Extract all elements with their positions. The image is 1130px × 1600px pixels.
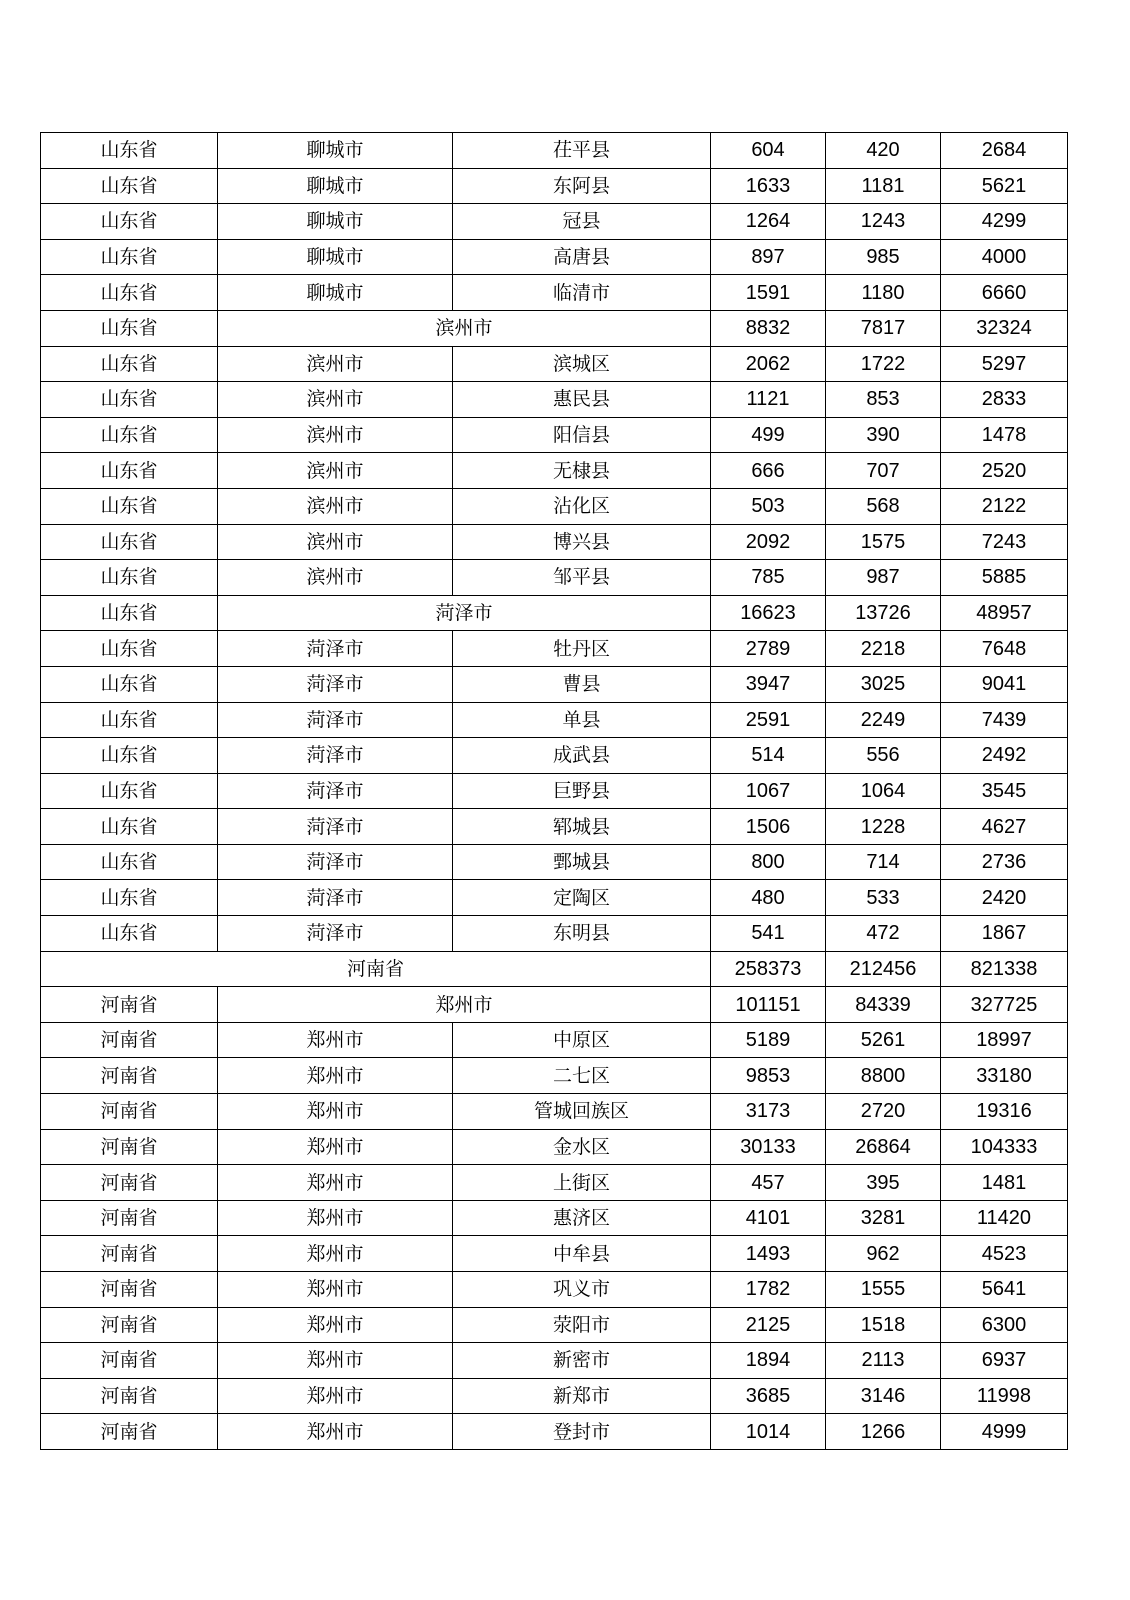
province-cell: 河南省 (41, 1058, 218, 1094)
city-cell: 郑州市 (218, 1022, 453, 1058)
value-cell-2: 3146 (826, 1378, 941, 1414)
value-cell-1: 2125 (711, 1307, 826, 1343)
value-cell-2: 5261 (826, 1022, 941, 1058)
city-row (41, 987, 1068, 1023)
value-cell-1: 5189 (711, 1022, 826, 1058)
city-cell: 菏泽市 (218, 916, 453, 952)
county-row (41, 524, 1068, 560)
county-row (41, 1378, 1068, 1414)
province-cell: 山东省 (41, 595, 218, 631)
statistics-table (40, 132, 1068, 1450)
county-row (41, 1307, 1068, 1343)
value-cell-2: 714 (826, 844, 941, 880)
county-row (41, 204, 1068, 240)
city-cell: 菏泽市 (218, 773, 453, 809)
county-row (41, 916, 1068, 952)
value-cell-3: 9041 (941, 666, 1068, 702)
province-cell: 山东省 (41, 880, 218, 916)
city-cell: 菏泽市 (218, 880, 453, 916)
value-cell-1: 897 (711, 239, 826, 275)
province-cell: 河南省 (41, 1200, 218, 1236)
province-cell: 山东省 (41, 204, 218, 240)
value-cell-3: 5297 (941, 346, 1068, 382)
province-cell: 山东省 (41, 844, 218, 880)
value-cell-1: 1014 (711, 1414, 826, 1450)
value-cell-3: 18997 (941, 1022, 1068, 1058)
value-cell-2: 2113 (826, 1343, 941, 1379)
value-cell-1: 2789 (711, 631, 826, 667)
city-cell: 郑州市 (218, 1058, 453, 1094)
value-cell-3: 821338 (941, 951, 1068, 987)
value-cell-1: 800 (711, 844, 826, 880)
value-cell-3: 2520 (941, 453, 1068, 489)
province-cell: 山东省 (41, 168, 218, 204)
province-cell: 山东省 (41, 702, 218, 738)
county-row (41, 560, 1068, 596)
province-cell: 山东省 (41, 453, 218, 489)
value-cell-3: 2420 (941, 880, 1068, 916)
value-cell-1: 457 (711, 1165, 826, 1201)
value-cell-3: 11420 (941, 1200, 1068, 1236)
county-cell: 巨野县 (453, 773, 711, 809)
value-cell-3: 6937 (941, 1343, 1068, 1379)
value-cell-3: 2684 (941, 133, 1068, 169)
city-cell: 滨州市 (218, 524, 453, 560)
province-cell: 山东省 (41, 773, 218, 809)
value-cell-1: 1264 (711, 204, 826, 240)
value-cell-2: 212456 (826, 951, 941, 987)
county-row (41, 1236, 1068, 1272)
province-cell: 山东省 (41, 560, 218, 596)
value-cell-1: 3173 (711, 1094, 826, 1130)
city-cell: 菏泽市 (218, 666, 453, 702)
value-cell-1: 1067 (711, 773, 826, 809)
county-cell: 荥阳市 (453, 1307, 711, 1343)
value-cell-3: 327725 (941, 987, 1068, 1023)
county-row (41, 1022, 1068, 1058)
city-cell: 聊城市 (218, 239, 453, 275)
city-cell: 郑州市 (218, 1200, 453, 1236)
county-row (41, 1129, 1068, 1165)
province-row (41, 951, 1068, 987)
province-cell: 山东省 (41, 417, 218, 453)
value-cell-1: 604 (711, 133, 826, 169)
city-cell: 郑州市 (218, 1343, 453, 1379)
province-cell: 河南省 (41, 1165, 218, 1201)
province-cell: 河南省 (41, 1129, 218, 1165)
city-cell: 郑州市 (218, 1272, 453, 1308)
county-row (41, 1165, 1068, 1201)
value-cell-2: 1575 (826, 524, 941, 560)
city-cell: 郑州市 (218, 1236, 453, 1272)
value-cell-2: 420 (826, 133, 941, 169)
county-row (41, 1272, 1068, 1308)
county-cell: 巩义市 (453, 1272, 711, 1308)
value-cell-1: 4101 (711, 1200, 826, 1236)
city-cell: 滨州市 (218, 382, 453, 418)
county-cell: 牡丹区 (453, 631, 711, 667)
county-row (41, 844, 1068, 880)
county-cell: 新郑市 (453, 1378, 711, 1414)
county-cell: 曹县 (453, 666, 711, 702)
province-cell: 山东省 (41, 916, 218, 952)
province-cell: 山东省 (41, 666, 218, 702)
value-cell-3: 4999 (941, 1414, 1068, 1450)
city-cell: 聊城市 (218, 275, 453, 311)
county-cell: 管城回族区 (453, 1094, 711, 1130)
county-row (41, 1343, 1068, 1379)
value-cell-3: 2122 (941, 488, 1068, 524)
city-cell: 聊城市 (218, 168, 453, 204)
value-cell-2: 533 (826, 880, 941, 916)
county-cell: 阳信县 (453, 417, 711, 453)
city-cell: 郑州市 (218, 1165, 453, 1201)
value-cell-2: 985 (826, 239, 941, 275)
value-cell-2: 3281 (826, 1200, 941, 1236)
province-cell: 山东省 (41, 346, 218, 382)
value-cell-2: 1266 (826, 1414, 941, 1450)
county-row (41, 666, 1068, 702)
value-cell-3: 11998 (941, 1378, 1068, 1414)
value-cell-2: 2249 (826, 702, 941, 738)
province-cell: 山东省 (41, 310, 218, 346)
value-cell-2: 556 (826, 738, 941, 774)
county-cell: 沾化区 (453, 488, 711, 524)
county-row (41, 346, 1068, 382)
city-row (41, 310, 1068, 346)
value-cell-2: 13726 (826, 595, 941, 631)
county-cell: 金水区 (453, 1129, 711, 1165)
county-cell: 定陶区 (453, 880, 711, 916)
city-cell: 郑州市 (218, 1307, 453, 1343)
city-cell: 菏泽市 (218, 844, 453, 880)
county-row (41, 417, 1068, 453)
province-cell: 山东省 (41, 738, 218, 774)
city-cell: 菏泽市 (218, 595, 711, 631)
county-cell: 茌平县 (453, 133, 711, 169)
value-cell-2: 7817 (826, 310, 941, 346)
county-row (41, 382, 1068, 418)
city-cell: 滨州市 (218, 560, 453, 596)
value-cell-3: 5641 (941, 1272, 1068, 1308)
value-cell-2: 1555 (826, 1272, 941, 1308)
county-cell: 成武县 (453, 738, 711, 774)
value-cell-2: 962 (826, 1236, 941, 1272)
county-cell: 中牟县 (453, 1236, 711, 1272)
value-cell-2: 853 (826, 382, 941, 418)
county-cell: 博兴县 (453, 524, 711, 560)
value-cell-3: 2833 (941, 382, 1068, 418)
county-row (41, 1200, 1068, 1236)
value-cell-3: 48957 (941, 595, 1068, 631)
county-row (41, 168, 1068, 204)
value-cell-2: 2720 (826, 1094, 941, 1130)
county-row (41, 239, 1068, 275)
value-cell-2: 1064 (826, 773, 941, 809)
province-cell: 河南省 (41, 1272, 218, 1308)
value-cell-3: 5621 (941, 168, 1068, 204)
value-cell-3: 6300 (941, 1307, 1068, 1343)
county-row (41, 1414, 1068, 1450)
value-cell-2: 1180 (826, 275, 941, 311)
value-cell-1: 785 (711, 560, 826, 596)
county-row (41, 880, 1068, 916)
value-cell-1: 499 (711, 417, 826, 453)
county-cell: 郓城县 (453, 809, 711, 845)
county-cell: 无棣县 (453, 453, 711, 489)
county-row (41, 809, 1068, 845)
value-cell-1: 1782 (711, 1272, 826, 1308)
value-cell-2: 1518 (826, 1307, 941, 1343)
county-cell: 惠民县 (453, 382, 711, 418)
value-cell-3: 104333 (941, 1129, 1068, 1165)
value-cell-2: 84339 (826, 987, 941, 1023)
county-cell: 冠县 (453, 204, 711, 240)
value-cell-3: 2492 (941, 738, 1068, 774)
value-cell-1: 9853 (711, 1058, 826, 1094)
value-cell-1: 1506 (711, 809, 826, 845)
county-row (41, 702, 1068, 738)
value-cell-1: 1591 (711, 275, 826, 311)
value-cell-2: 390 (826, 417, 941, 453)
value-cell-3: 33180 (941, 1058, 1068, 1094)
province-cell: 河南省 (41, 1236, 218, 1272)
value-cell-1: 8832 (711, 310, 826, 346)
province-cell: 山东省 (41, 133, 218, 169)
value-cell-1: 1121 (711, 382, 826, 418)
statistics-table-body (41, 133, 1068, 1450)
county-cell: 上街区 (453, 1165, 711, 1201)
county-row (41, 631, 1068, 667)
value-cell-3: 1867 (941, 916, 1068, 952)
value-cell-3: 6660 (941, 275, 1068, 311)
value-cell-2: 987 (826, 560, 941, 596)
county-cell: 二七区 (453, 1058, 711, 1094)
value-cell-1: 1894 (711, 1343, 826, 1379)
value-cell-3: 7243 (941, 524, 1068, 560)
value-cell-3: 1478 (941, 417, 1068, 453)
county-cell: 滨城区 (453, 346, 711, 382)
value-cell-3: 32324 (941, 310, 1068, 346)
county-cell: 东明县 (453, 916, 711, 952)
county-row (41, 453, 1068, 489)
value-cell-3: 4000 (941, 239, 1068, 275)
province-cell: 河南省 (41, 1343, 218, 1379)
county-row (41, 1058, 1068, 1094)
value-cell-3: 7648 (941, 631, 1068, 667)
city-cell: 菏泽市 (218, 738, 453, 774)
county-cell: 中原区 (453, 1022, 711, 1058)
value-cell-1: 2092 (711, 524, 826, 560)
city-row (41, 595, 1068, 631)
value-cell-1: 1493 (711, 1236, 826, 1272)
county-cell: 惠济区 (453, 1200, 711, 1236)
value-cell-2: 395 (826, 1165, 941, 1201)
province-cell: 河南省 (41, 1094, 218, 1130)
county-cell: 邹平县 (453, 560, 711, 596)
value-cell-1: 2062 (711, 346, 826, 382)
city-cell: 郑州市 (218, 987, 711, 1023)
value-cell-2: 3025 (826, 666, 941, 702)
value-cell-2: 1181 (826, 168, 941, 204)
city-cell: 郑州市 (218, 1414, 453, 1450)
value-cell-1: 3947 (711, 666, 826, 702)
city-cell: 滨州市 (218, 417, 453, 453)
value-cell-3: 4299 (941, 204, 1068, 240)
county-cell: 登封市 (453, 1414, 711, 1450)
value-cell-1: 480 (711, 880, 826, 916)
value-cell-3: 19316 (941, 1094, 1068, 1130)
city-cell: 郑州市 (218, 1378, 453, 1414)
province-cell: 山东省 (41, 631, 218, 667)
value-cell-3: 7439 (941, 702, 1068, 738)
value-cell-2: 568 (826, 488, 941, 524)
county-cell: 单县 (453, 702, 711, 738)
value-cell-3: 1481 (941, 1165, 1068, 1201)
value-cell-2: 1228 (826, 809, 941, 845)
value-cell-1: 541 (711, 916, 826, 952)
province-cell: 山东省 (41, 275, 218, 311)
value-cell-2: 1243 (826, 204, 941, 240)
province-cell: 河南省 (41, 987, 218, 1023)
county-row (41, 275, 1068, 311)
province-cell: 河南省 (41, 1307, 218, 1343)
county-cell: 新密市 (453, 1343, 711, 1379)
city-cell: 滨州市 (218, 346, 453, 382)
value-cell-1: 666 (711, 453, 826, 489)
value-cell-3: 2736 (941, 844, 1068, 880)
province-cell: 山东省 (41, 239, 218, 275)
province-cell: 河南省 (41, 1378, 218, 1414)
city-cell: 聊城市 (218, 133, 453, 169)
value-cell-2: 8800 (826, 1058, 941, 1094)
county-row (41, 773, 1068, 809)
value-cell-1: 3685 (711, 1378, 826, 1414)
value-cell-3: 5885 (941, 560, 1068, 596)
city-cell: 聊城市 (218, 204, 453, 240)
value-cell-1: 2591 (711, 702, 826, 738)
county-cell: 临清市 (453, 275, 711, 311)
city-cell: 郑州市 (218, 1129, 453, 1165)
county-row (41, 738, 1068, 774)
value-cell-1: 30133 (711, 1129, 826, 1165)
county-cell: 高唐县 (453, 239, 711, 275)
city-cell: 滨州市 (218, 453, 453, 489)
city-cell: 菏泽市 (218, 809, 453, 845)
value-cell-2: 1722 (826, 346, 941, 382)
value-cell-3: 3545 (941, 773, 1068, 809)
county-cell: 东阿县 (453, 168, 711, 204)
value-cell-1: 514 (711, 738, 826, 774)
value-cell-1: 503 (711, 488, 826, 524)
county-cell: 鄄城县 (453, 844, 711, 880)
value-cell-2: 2218 (826, 631, 941, 667)
value-cell-2: 707 (826, 453, 941, 489)
province-cell: 山东省 (41, 524, 218, 560)
value-cell-1: 1633 (711, 168, 826, 204)
province-cell: 山东省 (41, 809, 218, 845)
city-cell: 郑州市 (218, 1094, 453, 1130)
county-row (41, 133, 1068, 169)
county-row (41, 1094, 1068, 1130)
province-cell: 河南省 (41, 1414, 218, 1450)
value-cell-2: 26864 (826, 1129, 941, 1165)
province-cell: 河南省 (41, 1022, 218, 1058)
city-cell: 菏泽市 (218, 702, 453, 738)
city-cell: 菏泽市 (218, 631, 453, 667)
city-cell: 滨州市 (218, 310, 711, 346)
province-cell: 山东省 (41, 382, 218, 418)
value-cell-3: 4627 (941, 809, 1068, 845)
province-cell: 山东省 (41, 488, 218, 524)
city-cell: 滨州市 (218, 488, 453, 524)
value-cell-1: 16623 (711, 595, 826, 631)
value-cell-1: 101151 (711, 987, 826, 1023)
province-cell: 河南省 (41, 951, 711, 987)
county-row (41, 488, 1068, 524)
value-cell-1: 258373 (711, 951, 826, 987)
value-cell-3: 4523 (941, 1236, 1068, 1272)
value-cell-2: 472 (826, 916, 941, 952)
